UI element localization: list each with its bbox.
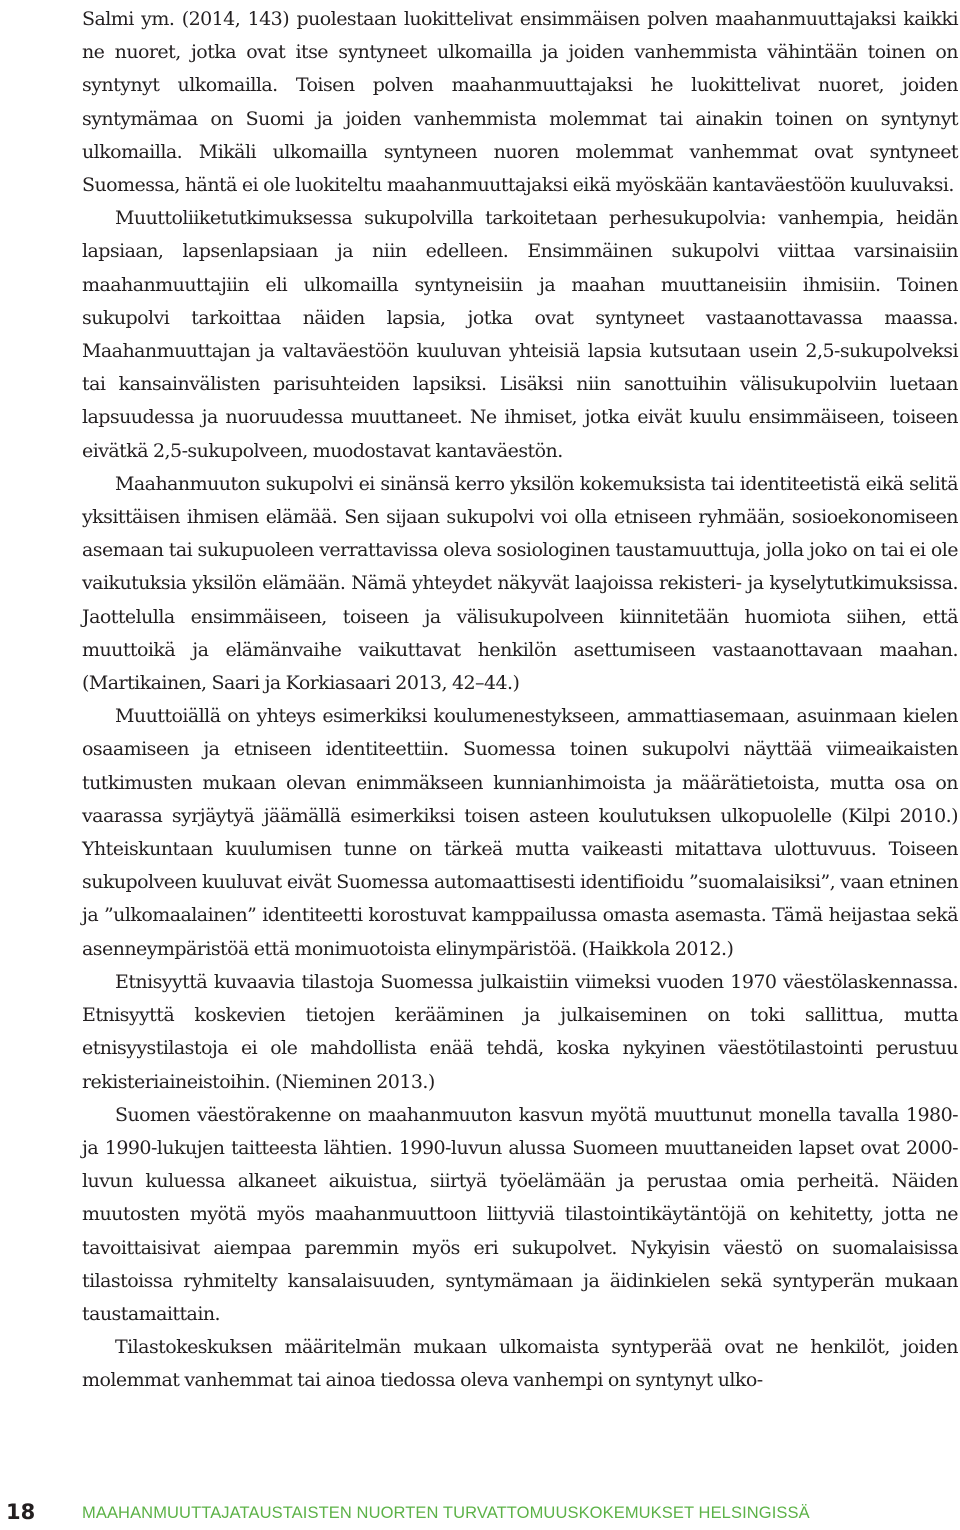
paragraph-1: Salmi ym. (2014, 143) puolestaan luokittelivat ensimmäisen polven maahanmuuttajaksi kaikki ne nuoret, jotka ovat itse syntyneet ulkomailla ja joiden vanhemmista vähintään toinen on syntynyt ulkomailla. Toisen polven maahanmuuttajaksi he luokittelivat nuoret, joiden syntymämaa on Suomi ja joiden vanhemmista molemmat tai ainakin toinen on syntynyt ulkomailla. Mikäli ulkomailla syntyneen nuoren molemmat vanhemmat ovat syntyneet Suomessa, häntä ei ole luokiteltu maahanmuuttajaksi eikä myöskään kantaväestöön kuuluvaksi. xyxy=(82,8,958,197)
paragraph-6: Suomen väestörakenne on maahanmuuton kasvun myötä muuttunut monella tavalla 1980- ja 1990-lukujen taitteesta lähtien. 1990-luvun alussa Suomeen muuttaneiden lapset ovat 2000-luvun kuluessa alkaneet aikuistua, siirtyä työelämään ja perustaa omia perheitä. Näiden muutosten myötä myös maahanmuuttoon liittyviä tilastointikäytäntöjä on kehitetty, jotta ne tavoittaisivat aiempaa paremmin myös eri sukupolvet. Nykyisin väestö on suomalaisissa tilastoissa ryhmitelty kansalaisuuden, syntymämaan ja äidinkielen sekä syntyperän mukaan taustamaittain. xyxy=(82,1103,958,1325)
paragraph-7: Tilastokeskuksen määritelmän mukaan ulkomaista syntyperää ovat ne henkilöt, joiden molemmat vanhemmat tai ainoa tiedossa oleva vanhempi on syntynyt ulko- xyxy=(82,1336,958,1392)
paragraph-4: Muuttoiällä on yhteys esimerkiksi koulumenestykseen, ammattiasemaan, asuinmaan kielen osaamiseen ja etniseen identiteettiin. Suomessa toinen sukupolvi näyttää viimeaikaisten tutkimusten mukaan olevan enimmäkseen kunnianhimoista ja määrätietoista, mutta osa on vaarassa syrjäytyä jäämällä esimerkiksi toisen asteen koulutuksen ulkopuolelle (Kilpi 2010.) Yhteiskuntaan kuulumisen tunne on tärkeä mutta vaikeasti mitattava ulottuvuus. Toiseen sukupolveen kuuluvat eivät Suomessa automaattisesti identifioidu ”suomalaisiksi”, vaan etninen ja ”ulkomaalainen” identiteetti korostuvat kamppailussa omasta asemasta. Tämä heijastaa sekä asenneympäristöä että monimuotoista elinympäristöä. (Haikkola 2012.) xyxy=(82,705,958,960)
body-text xyxy=(82,3,958,1398)
paragraph-5: Etnisyyttä kuvaavia tilastoja Suomessa julkaistiin viimeksi vuoden 1970 väestölaskennassa. Etnisyyttä koskevien tietojen kerääminen ja julkaiseminen on toki sallittua, mutta etnisyystilastoja ei ole mahdollista enää tehdä, koska nykyinen väestötilastointi perustuu rekisteriaineistoihin. (Nieminen 2013.) xyxy=(82,970,958,1093)
running-title: MAAHANMUUTTAJATAUSTAISTEN NUORTEN TURVATTOMUUSKOKEMUKSET HELSINGISSÄ xyxy=(82,1504,810,1522)
paragraph-3: Maahanmuuton sukupolvi ei sinänsä kerro yksilön kokemuksista tai identiteetistä eikä selitä yksittäisen ihmisen elämää. Sen sijaan sukupolvi voi olla etniseen ryhmään, sosioekonomiseen asemaan tai sukupuoleen verrattavissa oleva sosiologinen taustamuuttuja, jolla joko on tai ei ole vaikutuksia yksilön elämään. Nämä yhteydet näkyvät laajoissa rekisteri- ja kyselytutkimuksissa. Jaottelulla ensimmäiseen, toiseen ja välisukupolveen kiinnitetään huomiota siihen, että muuttoikä ja elämänvaihe vaikuttavat henkilön asettumiseen vastaanottavaan maahan. (Martikainen, Saari ja Korkiasaari 2013, 42–44.) xyxy=(82,472,958,695)
page-number: 18 xyxy=(6,1500,36,1524)
page-footer xyxy=(0,1498,960,1530)
paragraph-2: Muuttoliiketutkimuksessa sukupolvilla tarkoitetaan perhesukupolvia: vanhempia, heidän lapsiaan, lapsenlapsiaan ja niin edelleen. Ensimmäinen sukupolvi viittaa varsinaisiin maahanmuuttajiin eli ulkomailla syntyneisiin ja maahan muuttaneisiin ihmisiin. Toinen sukupolvi tarkoittaa näiden lapsia, jotka ovat syntyneet vastaanottavassa maassa. Maahanmuuttajan ja valtaväestöön kuuluvan yhteisiä lapsia kutsutaan usein 2,5-sukupolveksi tai kansainvälisten parisuhteiden lapsiksi. Lisäksi niin sanottuihin välisukupolviin luetaan lapsuudessa ja nuoruudessa muuttaneet. Ne ihmiset, jotka eivät kuulu ensimmäiseen, toiseen eivätkä 2,5-sukupolveen, muodostavat kantaväestön. xyxy=(82,207,958,462)
